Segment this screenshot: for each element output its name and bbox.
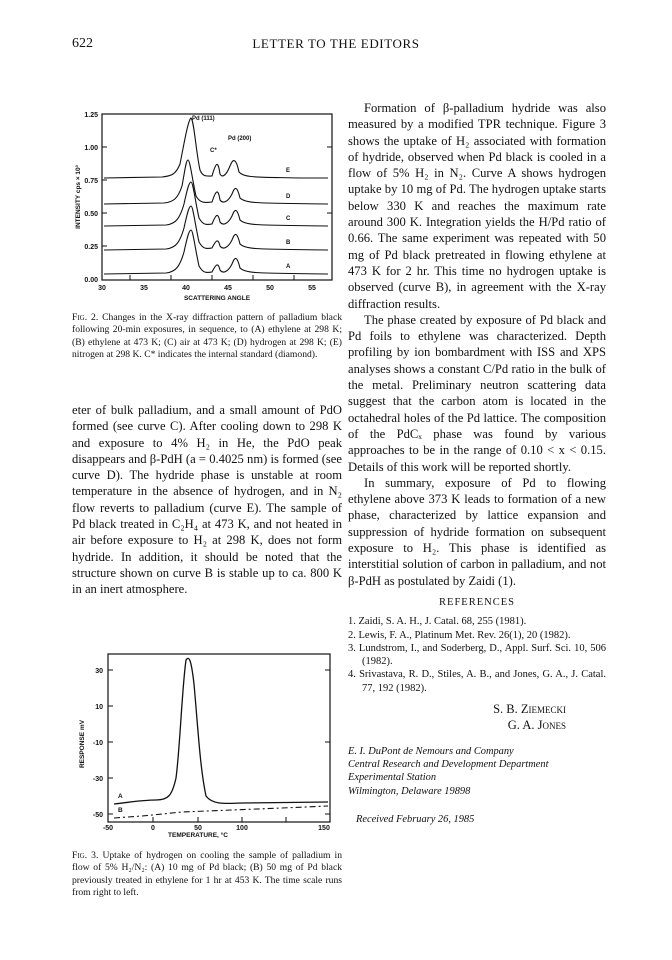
fig2-curve-label-e: E [286, 168, 291, 174]
fig2-xtick: 50 [266, 285, 274, 292]
fig2-peak-label-111: Pd (111) [192, 116, 215, 122]
fig3-ytick: -30 [92, 776, 103, 783]
fig2-caption-label: Fig. 2. [72, 312, 99, 323]
fig3-xtick: 50 [194, 825, 202, 832]
fig3-xtick: 100 [236, 825, 248, 832]
reference-item: 1. Zaidi, S. A. H., J. Catal. 68, 255 (1981). [348, 616, 527, 628]
fig2-curves [104, 118, 328, 274]
page-header [0, 36, 672, 56]
fig2-frame [102, 114, 332, 280]
authors-block [348, 701, 606, 733]
reference-item: 3. Lundstrom, I., and Soderberg, D., Appl. Surf. Sci. 10, 506 (1982). [348, 642, 606, 668]
fig2-xtick: 55 [308, 285, 316, 292]
fig3-y-axis-label: RESPONSE mV [79, 719, 86, 769]
fig2-ytick: 1.00 [84, 145, 98, 152]
figure-2-plot [72, 104, 342, 304]
fig3-ytick: 10 [95, 704, 103, 711]
fig3-xtick: 0 [151, 825, 155, 832]
fig3-curve-a [114, 658, 328, 804]
fig2-curve-label-b: B [286, 240, 291, 246]
fig3-ytick: -50 [92, 812, 103, 819]
figure-2-caption [72, 312, 342, 362]
left-column-body [72, 402, 342, 598]
fig2-curve-b [104, 206, 328, 250]
fig2-ytick: 0.25 [84, 244, 98, 251]
fig2-curve-label-d: D [286, 194, 291, 200]
received-date: Received February 26, 1985 [356, 813, 475, 825]
fig2-ytick: 1.25 [84, 112, 98, 119]
fig2-xtick: 40 [182, 285, 190, 292]
fig2-curve-a [104, 230, 328, 274]
reference-item: 2. Lewis, F. A., Platinum Met. Rev. 26(1), 20 (1982). [348, 629, 571, 641]
references-title: REFERENCES [439, 596, 515, 608]
fig2-ytick: 0.75 [84, 178, 98, 185]
fig2-y-axis-label: INTENSITY cps × 10³ [75, 165, 82, 229]
right-paragraph-2: The phase created by exposure of Pd black and Pd foils to ethylene was characterized. Depth profiling by ion bombardment with ISS and XPS analyses shows a constant C/Pd ratio in the bulk of the metal. Preliminary neutron scattering data suggest that the carbon atom is located in the octahedral holes of the Pd lattice. The composition of the PdCₓ phase was found by various approaches to be in the range of 0.10 < x < 0.15. Details of this work will be reported shortly. [348, 312, 606, 474]
fig3-x-axis-label: TEMPERATURE, °C [168, 832, 228, 838]
fig2-ytick: 0.00 [84, 277, 98, 284]
fig2-xtick: 30 [98, 285, 106, 292]
fig3-caption-text: Uptake of hydrogen on cooling the sample of palladium in flow of 5% H₂/N₂: (A) 10 mg of Pd black; (B) 50 mg of Pd black previously treated in ethylene for 1 hr at 453 K. The time scale runs from right to left. [72, 850, 343, 899]
affiliation-line: Central Research and Development Department [348, 759, 549, 771]
fig2-xtick: 45 [224, 285, 232, 292]
reference-item: 4. Srivastava, R. D., Stiles, A. B., and Jones, G. A., J. Catal. 77, 192 (1982). [348, 669, 606, 694]
fig2-curve-label-c: C [286, 216, 291, 222]
figure-2 [72, 104, 342, 304]
affiliation-line: Experimental Station [348, 772, 437, 784]
affiliation-line: Wilmington, Delaware 19898 [348, 785, 471, 797]
fig2-caption-text: Changes in the X-ray diffraction pattern of palladium black following 20-min exposures, in sequence, to (A) ethylene at 298 K; (B) ethylene at 473 K; (C) air at 473 K; (D) hydrogen at 298 K; (E) nitrogen at 298 K. C* indicates the internal standard (diamond). [72, 312, 342, 361]
fig2-peak-label-200: Pd (200) [228, 136, 252, 142]
fig3-ytick: 30 [95, 668, 103, 675]
fig3-ytick: -10 [92, 740, 103, 747]
left-column-paragraph: eter of bulk palladium, and a small amount of PdO formed (see curve C). After cooling down to 298 K and exposure to 4% H₂ in He, the PdO peak disappears and β-PdH (a = 0.4025 nm) is formed (see curve D). The hydride phase is unstable at room temperature in the absence of hydrogen, and in N₂ flow reverts to palladium (curve E). The sample of Pd black treated in C₂H₄ at 473 K, and not heated in air before exposure to H₂ at 298 K, does not form hydride. In addition, it should be noted that the structure shown on curve B is stable up to ca. 800 K in an inert atmosphere. [72, 403, 342, 597]
affiliation-line: E. I. DuPont de Nemours and Company [348, 745, 514, 757]
figure-3-plot [72, 648, 342, 838]
fig2-curve-d [104, 160, 328, 204]
right-paragraph-3: In summary, exposure of Pd to flowing ethylene above 373 K leads to formation of a new phase, characterized by lattice expansion and suppression of hydride formation on subsequent exposure to H₂. This phase is identified as interstitial solution of carbon in palladium, and not β-PdH as postulated by Zaidi (1). [348, 475, 606, 588]
figure-3-caption [72, 850, 342, 900]
author-name: G. A. Jones [507, 717, 566, 732]
fig2-standard-label: C* [210, 148, 217, 154]
fig3-curve-label-b: B [118, 807, 123, 814]
figure-3 [72, 648, 342, 838]
fig3-curve-label-a: A [118, 793, 123, 800]
fig2-curve-label-a: A [286, 264, 291, 270]
fig2-xtick: 35 [140, 285, 148, 292]
affiliation-block [348, 745, 606, 798]
page-number: 622 [72, 36, 93, 51]
fig3-frame [108, 654, 330, 822]
fig2-ytick: 0.50 [84, 211, 98, 218]
author-name: S. B. Ziemecki [493, 701, 566, 716]
right-paragraph-1: Formation of β-palladium hydride was also measured by a modified TPR technique. Figure 3 shows the uptake of H₂ associated with formation of hydride, observed when Pd black is cooled in a flow of 5% H₂ in N₂. Curve A shows hydrogen uptake by 10 mg of Pd. The hydrogen uptake starts below 330 K and reaches the maximum rate around 300 K. Integration yields the H/Pd ratio of 0.66. The same experiment was repeated with 50 mg of Pd black pretreated in flowing ethylene at 473 K for 2 hr. This time no hydrogen uptake is observed (curve B), in agreement with the X-ray diffraction results. [348, 101, 606, 311]
fig2-x-axis-label: SCATTERING ANGLE [183, 295, 251, 302]
right-column-body [348, 100, 606, 828]
fig3-curve-b [114, 806, 328, 818]
fig3-xtick: -50 [102, 825, 114, 832]
fig3-caption-label: Fig. 3. [72, 850, 99, 861]
fig3-xtick: 150 [318, 825, 330, 832]
running-head: LETTER TO THE EDITORS [252, 36, 420, 51]
